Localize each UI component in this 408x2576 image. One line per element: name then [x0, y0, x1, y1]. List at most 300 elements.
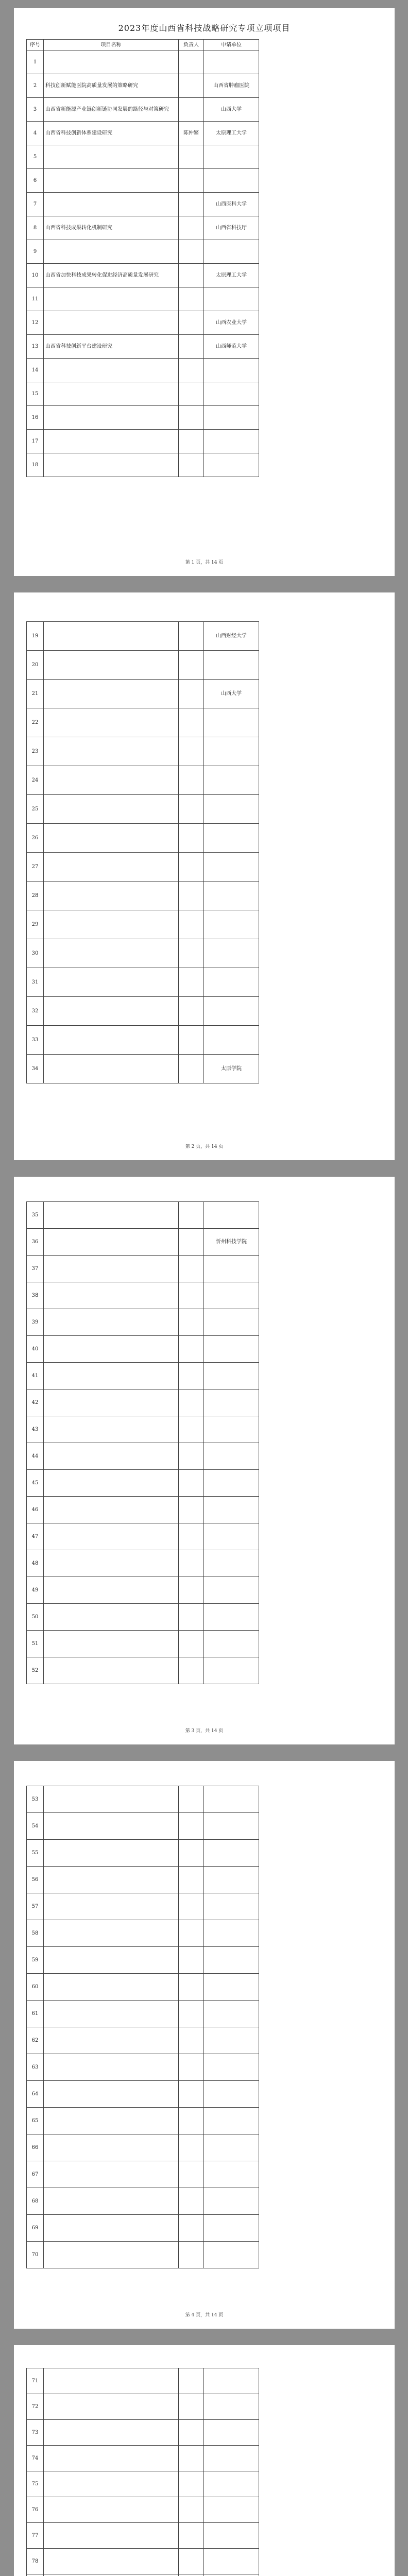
- project-table-page-5: [26, 2368, 259, 2576]
- applicant-organization: [204, 1202, 259, 1229]
- header-org: 申请单位: [204, 40, 259, 50]
- row-number: 15: [27, 382, 44, 406]
- table-row: [27, 1840, 259, 1867]
- table-row: [27, 1550, 259, 1577]
- applicant-organization: [204, 1840, 259, 1867]
- table-row: [27, 1577, 259, 1604]
- table-row: [27, 1920, 259, 1947]
- applicant-organization: [204, 1309, 259, 1336]
- principal-investigator: [179, 406, 204, 430]
- table-row: [27, 1657, 259, 1684]
- principal-investigator: [179, 1282, 204, 1309]
- table-row: [27, 2188, 259, 2215]
- project-name: [44, 1604, 179, 1631]
- project-name: [44, 2242, 179, 2268]
- applicant-organization: [204, 1893, 259, 1920]
- project-name: 科技创新赋能医院高质量发展的策略研究: [44, 74, 179, 98]
- project-name: 山西省加快科技成果转化促进经济高质量发展研究: [44, 264, 179, 287]
- table-row: [27, 406, 259, 430]
- row-number: 71: [27, 2368, 44, 2394]
- row-number: 45: [27, 1470, 44, 1497]
- project-name: [44, 169, 179, 193]
- applicant-organization: [204, 2215, 259, 2242]
- project-name: [44, 1867, 179, 1893]
- principal-investigator: [179, 287, 204, 311]
- row-number: 25: [27, 795, 44, 824]
- principal-investigator: [179, 2242, 204, 2268]
- table-row: [27, 122, 259, 145]
- project-name: [44, 882, 179, 910]
- project-name: [44, 193, 179, 216]
- principal-investigator: [179, 1389, 204, 1416]
- project-name: [44, 968, 179, 997]
- table-row: [27, 622, 259, 651]
- table-row: [27, 193, 259, 216]
- project-name: [44, 2549, 179, 2574]
- row-number: [27, 2574, 44, 2576]
- project-name: [44, 1786, 179, 1813]
- table-row: [27, 968, 259, 997]
- applicant-organization: 山西省科技厅: [204, 216, 259, 240]
- row-number: 64: [27, 2081, 44, 2108]
- table-row: [27, 708, 259, 737]
- project-name: [44, 1497, 179, 1523]
- row-number: 50: [27, 1604, 44, 1631]
- row-number: 8: [27, 216, 44, 240]
- row-number: 66: [27, 2134, 44, 2161]
- row-number: 18: [27, 453, 44, 477]
- table-row: [27, 1309, 259, 1336]
- table-row: [27, 1282, 259, 1309]
- applicant-organization: [204, 359, 259, 382]
- applicant-organization: [204, 2497, 259, 2523]
- header-project: 项目名称: [44, 40, 179, 50]
- row-number: 67: [27, 2161, 44, 2188]
- row-number: 78: [27, 2549, 44, 2574]
- project-name: [44, 2574, 179, 2576]
- principal-investigator: [179, 2054, 204, 2081]
- row-number: 77: [27, 2523, 44, 2549]
- document-title: 2023年度山西省科技战略研究专项立项项目: [118, 23, 291, 33]
- row-number: 38: [27, 1282, 44, 1309]
- row-number: 30: [27, 939, 44, 968]
- project-name: [44, 2027, 179, 2054]
- applicant-organization: [204, 2368, 259, 2394]
- row-number: 5: [27, 145, 44, 169]
- applicant-organization: [204, 453, 259, 477]
- row-number: 28: [27, 882, 44, 910]
- principal-investigator: [179, 2368, 204, 2394]
- project-name: [44, 737, 179, 766]
- table-row: [27, 2161, 259, 2188]
- applicant-organization: [204, 2134, 259, 2161]
- principal-investigator: [179, 1577, 204, 1604]
- row-number: 14: [27, 359, 44, 382]
- project-name: [44, 1577, 179, 1604]
- applicant-organization: [204, 1282, 259, 1309]
- row-number: 47: [27, 1523, 44, 1550]
- project-name: [44, 680, 179, 708]
- project-name: [44, 2523, 179, 2549]
- applicant-organization: [204, 240, 259, 264]
- table-row: [27, 2549, 259, 2574]
- project-name: [44, 1893, 179, 1920]
- project-name: [44, 651, 179, 680]
- applicant-organization: [204, 2001, 259, 2027]
- page-footer: 第 1 页，共 14 页: [185, 560, 224, 565]
- applicant-organization: [204, 1443, 259, 1470]
- project-name: [44, 766, 179, 795]
- row-number: 73: [27, 2420, 44, 2446]
- applicant-organization: [204, 1363, 259, 1389]
- applicant-organization: [204, 910, 259, 939]
- project-name: [44, 359, 179, 382]
- applicant-organization: [204, 1657, 259, 1684]
- table-row: [27, 74, 259, 98]
- principal-investigator: [179, 680, 204, 708]
- project-name: [44, 311, 179, 335]
- table-row: [27, 2081, 259, 2108]
- applicant-organization: [204, 287, 259, 311]
- row-number: 63: [27, 2054, 44, 2081]
- applicant-organization: 山西师范大学: [204, 335, 259, 359]
- principal-investigator: [179, 2108, 204, 2134]
- header-person: 负责人: [179, 40, 204, 50]
- row-number: 72: [27, 2394, 44, 2420]
- table-row: [27, 1256, 259, 1282]
- principal-investigator: [179, 216, 204, 240]
- table-row: [27, 2368, 259, 2394]
- table-row: [27, 1523, 259, 1550]
- applicant-organization: [204, 1813, 259, 1840]
- principal-investigator: [179, 1920, 204, 1947]
- project-table-page-1: [26, 39, 259, 477]
- table-row: [27, 882, 259, 910]
- project-name: [44, 1840, 179, 1867]
- table-row: [27, 98, 259, 122]
- principal-investigator: [179, 1363, 204, 1389]
- project-table-page-4: [26, 1786, 259, 2268]
- table-row: [27, 853, 259, 882]
- project-name: [44, 2497, 179, 2523]
- table-row: [27, 1443, 259, 1470]
- table-row: [27, 1786, 259, 1813]
- applicant-organization: [204, 1631, 259, 1657]
- project-name: [44, 406, 179, 430]
- principal-investigator: [179, 193, 204, 216]
- table-row: [27, 145, 259, 169]
- principal-investigator: [179, 1497, 204, 1523]
- project-name: 山西省科技成果转化机制研究: [44, 216, 179, 240]
- document-page-1: [14, 8, 395, 576]
- applicant-organization: [204, 1497, 259, 1523]
- applicant-organization: [204, 1026, 259, 1055]
- principal-investigator: [179, 853, 204, 882]
- row-number: 7: [27, 193, 44, 216]
- applicant-organization: [204, 2446, 259, 2471]
- row-number: 58: [27, 1920, 44, 1947]
- row-number: 37: [27, 1256, 44, 1282]
- applicant-organization: [204, 50, 259, 74]
- principal-investigator: [179, 1974, 204, 2001]
- row-number: 1: [27, 50, 44, 74]
- principal-investigator: [179, 1309, 204, 1336]
- principal-investigator: [179, 824, 204, 853]
- page-footer: 第 2 页，共 14 页: [185, 1144, 224, 1149]
- table-row: [27, 359, 259, 382]
- table-row: [27, 430, 259, 453]
- table-header-row: [27, 40, 259, 50]
- table-row: [27, 1055, 259, 1083]
- project-name: [44, 2368, 179, 2394]
- applicant-organization: 山西省肿瘤医院: [204, 74, 259, 98]
- principal-investigator: [179, 1867, 204, 1893]
- project-name: [44, 382, 179, 406]
- principal-investigator: [179, 74, 204, 98]
- principal-investigator: [179, 2161, 204, 2188]
- row-number: 20: [27, 651, 44, 680]
- applicant-organization: [204, 1416, 259, 1443]
- principal-investigator: [179, 2394, 204, 2420]
- project-name: [44, 1550, 179, 1577]
- project-name: [44, 824, 179, 853]
- principal-investigator: [179, 1631, 204, 1657]
- row-number: 17: [27, 430, 44, 453]
- applicant-organization: [204, 2523, 259, 2549]
- project-name: [44, 1309, 179, 1336]
- applicant-organization: [204, 2471, 259, 2497]
- applicant-organization: [204, 1920, 259, 1947]
- principal-investigator: [179, 2081, 204, 2108]
- principal-investigator: [179, 430, 204, 453]
- table-row: [27, 651, 259, 680]
- principal-investigator: [179, 145, 204, 169]
- applicant-organization: [204, 1523, 259, 1550]
- table-row: [27, 240, 259, 264]
- applicant-organization: [204, 766, 259, 795]
- project-name: [44, 2420, 179, 2446]
- row-number: 11: [27, 287, 44, 311]
- row-number: 23: [27, 737, 44, 766]
- table-row: [27, 335, 259, 359]
- project-name: [44, 1256, 179, 1282]
- row-number: 22: [27, 708, 44, 737]
- applicant-organization: 太原理工大学: [204, 264, 259, 287]
- principal-investigator: [179, 1813, 204, 1840]
- row-number: 46: [27, 1497, 44, 1523]
- table-row: [27, 1229, 259, 1256]
- table-row: [27, 1202, 259, 1229]
- project-name: [44, 708, 179, 737]
- row-number: 41: [27, 1363, 44, 1389]
- applicant-organization: [204, 737, 259, 766]
- principal-investigator: [179, 2471, 204, 2497]
- project-name: 山西省新能源产业链创新链协同发展的路径与对策研究: [44, 98, 179, 122]
- project-name: [44, 145, 179, 169]
- table-row: [27, 1336, 259, 1363]
- row-number: 39: [27, 1309, 44, 1336]
- principal-investigator: [179, 1786, 204, 1813]
- applicant-organization: [204, 406, 259, 430]
- header-num: 序号: [27, 40, 44, 50]
- table-row: [27, 939, 259, 968]
- row-number: 9: [27, 240, 44, 264]
- project-name: [44, 1336, 179, 1363]
- principal-investigator: [179, 264, 204, 287]
- row-number: 29: [27, 910, 44, 939]
- row-number: 16: [27, 406, 44, 430]
- principal-investigator: [179, 766, 204, 795]
- applicant-organization: [204, 968, 259, 997]
- table-row: [27, 910, 259, 939]
- row-number: 32: [27, 997, 44, 1026]
- project-name: [44, 2001, 179, 2027]
- table-row: [27, 2523, 259, 2549]
- applicant-organization: [204, 2188, 259, 2215]
- row-number: 13: [27, 335, 44, 359]
- principal-investigator: [179, 1523, 204, 1550]
- principal-investigator: [179, 98, 204, 122]
- table-row: [27, 997, 259, 1026]
- project-name: [44, 430, 179, 453]
- table-row: [27, 1974, 259, 2001]
- applicant-organization: 山西农业大学: [204, 311, 259, 335]
- table-row: [27, 1026, 259, 1055]
- project-name: [44, 2394, 179, 2420]
- principal-investigator: [179, 453, 204, 477]
- applicant-organization: [204, 882, 259, 910]
- applicant-organization: [204, 145, 259, 169]
- principal-investigator: [179, 1336, 204, 1363]
- project-name: [44, 795, 179, 824]
- row-number: 48: [27, 1550, 44, 1577]
- table-row: [27, 1631, 259, 1657]
- applicant-organization: 忻州科技学院: [204, 1229, 259, 1256]
- applicant-organization: [204, 1604, 259, 1631]
- principal-investigator: [179, 2027, 204, 2054]
- applicant-organization: [204, 2054, 259, 2081]
- principal-investigator: [179, 2497, 204, 2523]
- principal-investigator: [179, 359, 204, 382]
- row-number: 53: [27, 1786, 44, 1813]
- applicant-organization: [204, 651, 259, 680]
- table-row: [27, 1893, 259, 1920]
- row-number: 60: [27, 1974, 44, 2001]
- row-number: 68: [27, 2188, 44, 2215]
- principal-investigator: [179, 240, 204, 264]
- project-name: [44, 1389, 179, 1416]
- principal-investigator: [179, 1026, 204, 1055]
- page-footer: 第 4 页，共 14 页: [185, 2313, 224, 2318]
- table-row: [27, 2446, 259, 2471]
- applicant-organization: [204, 382, 259, 406]
- row-number: 19: [27, 622, 44, 651]
- project-name: [44, 1443, 179, 1470]
- row-number: 27: [27, 853, 44, 882]
- table-row: [27, 795, 259, 824]
- project-name: [44, 622, 179, 651]
- principal-investigator: [179, 2215, 204, 2242]
- project-name: [44, 1813, 179, 1840]
- row-number: 69: [27, 2215, 44, 2242]
- project-name: [44, 1523, 179, 1550]
- project-name: [44, 1657, 179, 1684]
- row-number: 21: [27, 680, 44, 708]
- applicant-organization: [204, 1974, 259, 2001]
- applicant-organization: [204, 1336, 259, 1363]
- table-row: [27, 680, 259, 708]
- row-number: 74: [27, 2446, 44, 2471]
- project-name: [44, 853, 179, 882]
- project-name: [44, 939, 179, 968]
- row-number: 36: [27, 1229, 44, 1256]
- principal-investigator: [179, 2574, 204, 2576]
- table-row: [27, 453, 259, 477]
- principal-investigator: [179, 1604, 204, 1631]
- principal-investigator: [179, 622, 204, 651]
- row-number: 33: [27, 1026, 44, 1055]
- row-number: 6: [27, 169, 44, 193]
- applicant-organization: [204, 2420, 259, 2446]
- applicant-organization: 山西医科大学: [204, 193, 259, 216]
- applicant-organization: 太原理工大学: [204, 122, 259, 145]
- project-name: [44, 2215, 179, 2242]
- table-row: [27, 2054, 259, 2081]
- row-number: 54: [27, 1813, 44, 1840]
- applicant-organization: 太原学院: [204, 1055, 259, 1083]
- principal-investigator: [179, 1470, 204, 1497]
- table-row: [27, 824, 259, 853]
- applicant-organization: [204, 1470, 259, 1497]
- table-row: [27, 2108, 259, 2134]
- table-row: [27, 311, 259, 335]
- table-row: [27, 287, 259, 311]
- row-number: 31: [27, 968, 44, 997]
- row-number: 40: [27, 1336, 44, 1363]
- table-row: [27, 2242, 259, 2268]
- table-row: [27, 1813, 259, 1840]
- principal-investigator: [179, 2188, 204, 2215]
- principal-investigator: [179, 1443, 204, 1470]
- row-number: 61: [27, 2001, 44, 2027]
- principal-investigator: [179, 737, 204, 766]
- project-name: [44, 2054, 179, 2081]
- row-number: 26: [27, 824, 44, 853]
- principal-investigator: [179, 882, 204, 910]
- page-footer: 第 3 页，共 14 页: [185, 1728, 224, 1734]
- project-name: [44, 1416, 179, 1443]
- table-row: [27, 2420, 259, 2446]
- principal-investigator: [179, 997, 204, 1026]
- project-name: [44, 240, 179, 264]
- table-row: [27, 264, 259, 287]
- applicant-organization: [204, 1550, 259, 1577]
- principal-investigator: [179, 311, 204, 335]
- project-name: [44, 1202, 179, 1229]
- principal-investigator: [179, 651, 204, 680]
- project-name: [44, 1363, 179, 1389]
- principal-investigator: [179, 968, 204, 997]
- principal-investigator: [179, 1550, 204, 1577]
- project-name: [44, 997, 179, 1026]
- row-number: 62: [27, 2027, 44, 2054]
- principal-investigator: [179, 939, 204, 968]
- project-name: [44, 2446, 179, 2471]
- project-name: [44, 1470, 179, 1497]
- project-name: [44, 1631, 179, 1657]
- project-name: 山西省科技创新体系建设研究: [44, 122, 179, 145]
- applicant-organization: [204, 824, 259, 853]
